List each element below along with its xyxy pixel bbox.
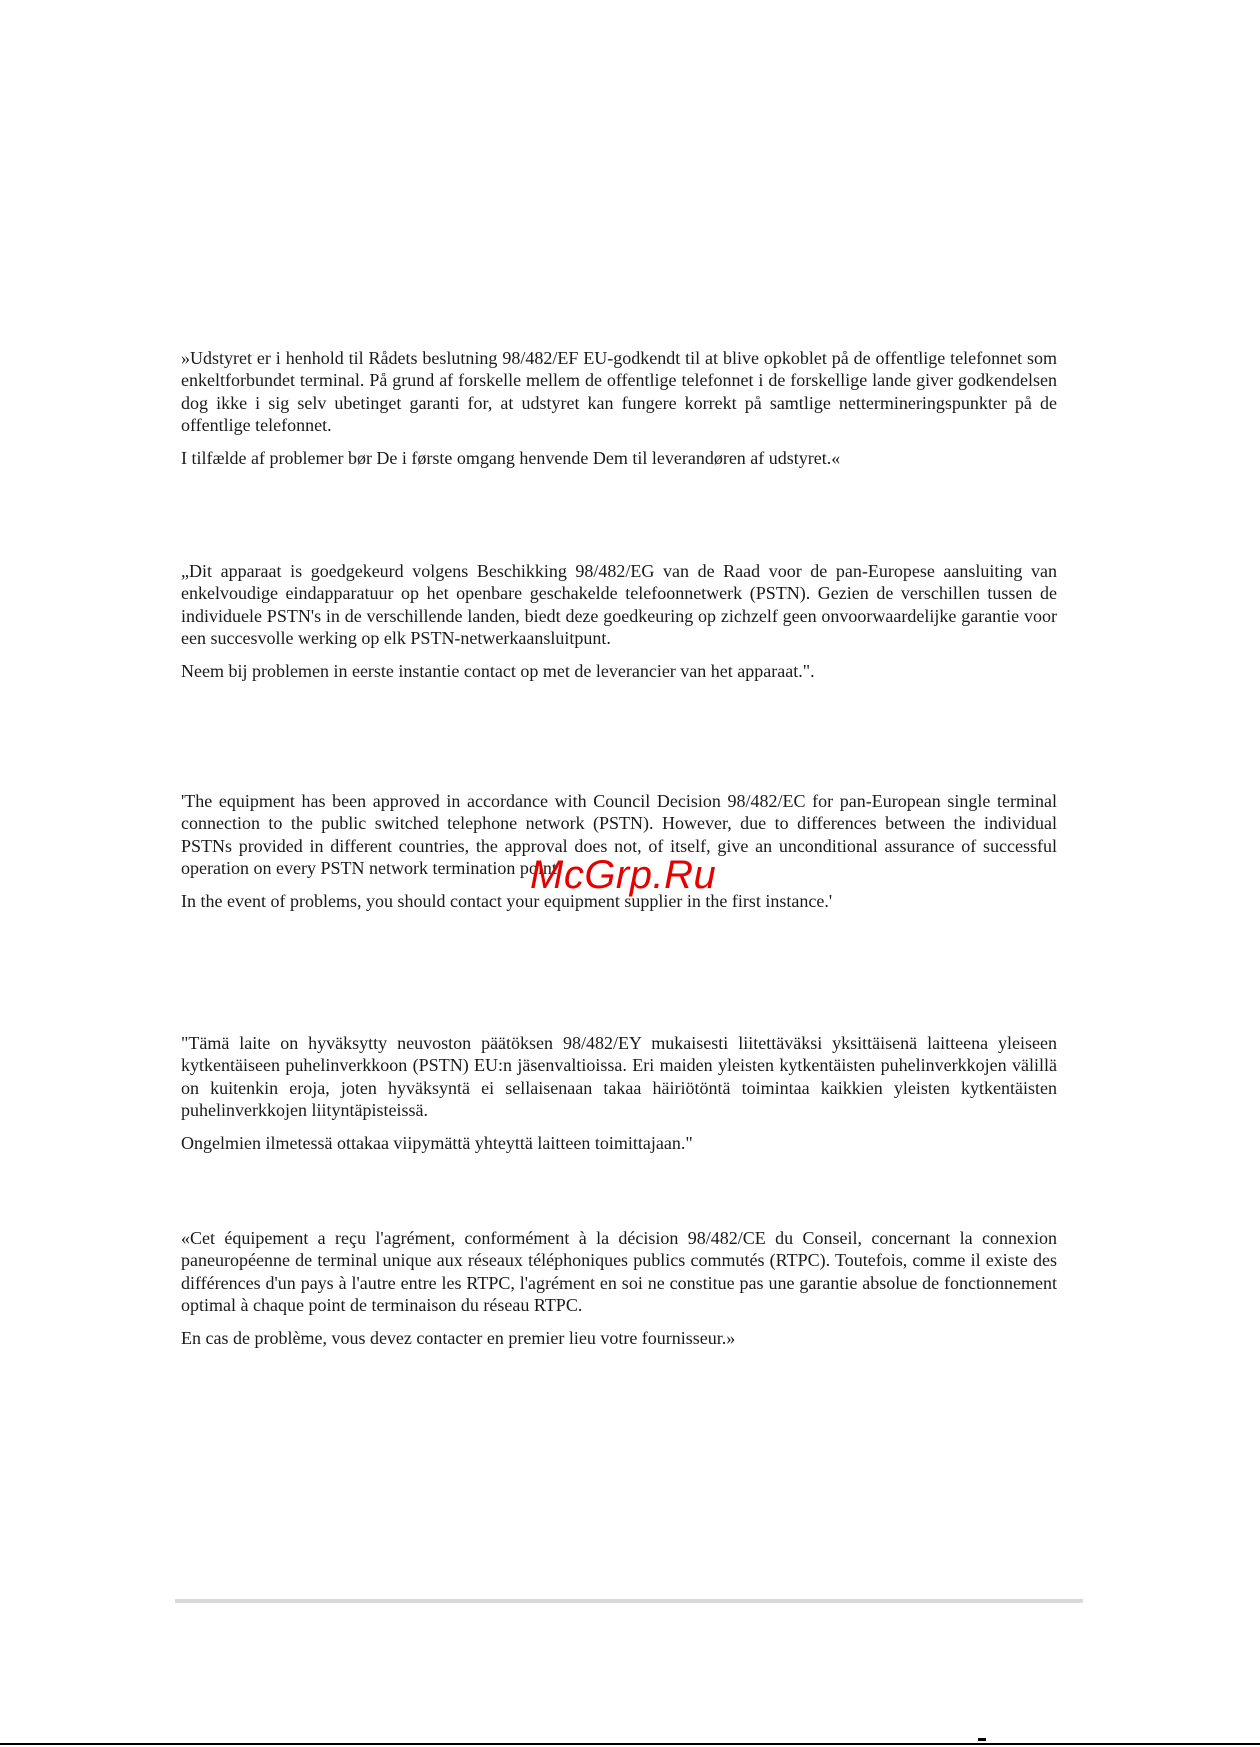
page-corner-mark [978,1738,986,1741]
notice-dutch [181,560,1057,682]
notice-finnish [181,1032,1057,1154]
notice-french-contact: En cas de problème, vous devez contacter en premier lieu votre fournisseur.» [181,1327,736,1348]
notice-french [181,1227,1057,1349]
footer-divider [175,1599,1083,1603]
notice-finnish-body: "Tämä laite on hyväksytty neuvoston päätöksen 98/482/EY mukaisesti liitettäväksi yksittäisenä laitteena yleiseen kytkentäiseen puhelinverkkoon (PSTN) EU:n jäsenvaltioissa. Eri maiden yleisten kytkentäisten puhelinverkkojen välillä on kuitenkin eroja, joten hyväksyntä ei sellaisenaan takaa häiriötöntä toimintaa kaikkien yleisten kytkentäisten puhelinverkkojen liityntäpisteissä. [181,1033,1057,1121]
page-bottom-edge [0,1743,1260,1745]
notice-danish-body: »Udstyret er i henhold til Rådets beslutning 98/482/EF EU-godkendt til at blive opkoblet på de offentlige telefonnet som enkeltforbundet terminal. På grund af forskelle mellem de offentlige telefonnet i de forskellige lande giver godkendelsen dog ikke i sig selv ubetinget garanti for, at udstyret kan fungere korrekt på samtlige nettermineringspunkter på de offentlige telefonnet. [181,348,1057,436]
watermark-text: McGrp.Ru [530,853,717,897]
notice-danish-contact: I tilfælde af problemer bør De i første omgang henvende Dem til leverandøren af udstyret.« [181,447,841,468]
notice-french-body: «Cet équipement a reçu l'agrément, conformément à la décision 98/482/CE du Conseil, concernant la connexion paneuropéenne de terminal unique aux réseaux téléphoniques publics commutés (RTPC). Toutefois, comme il existe des différences d'un pays à l'autre entre les RTPC, l'agrément en soi ne constitue pas une garantie absolue de fonctionnement optimal à chaque point de terminaison du réseau RTPC. [181,1228,1057,1316]
notice-english-body: 'The equipment has been approved in accordance with Council Decision 98/482/EC for pan-European single terminal connection to the public switched telephone network (PSTN). However, due to differences between the individual PSTNs provided in different countries, the approval does not, of itself, give an unconditional assurance of successful operation on every PSTN network termination point. [181,791,1057,879]
notice-danish [181,347,1057,469]
notice-dutch-body: „Dit apparaat is goedgekeurd volgens Beschikking 98/482/EG van de Raad voor de pan-Europese aansluiting van enkelvoudige eindapparatuur op het openbare geschakelde telefoonnetwerk (PSTN). Gezien de verschillen tussen de individuele PSTN's in de verschillende landen, biedt deze goedkeuring op zichzelf geen onvoorwaardelijke garantie voor een succesvolle werking op elk PSTN-netwerkaansluitpunt. [181,561,1057,649]
notice-finnish-contact: Ongelmien ilmetessä ottakaa viipymättä yhteyttä laitteen toimittajaan." [181,1132,693,1153]
notice-english-contact: In the event of problems, you should contact your equipment supplier in the first instance.' [181,890,833,911]
notice-dutch-contact: Neem bij problemen in eerste instantie contact op met de leverancier van het apparaat.". [181,660,815,681]
